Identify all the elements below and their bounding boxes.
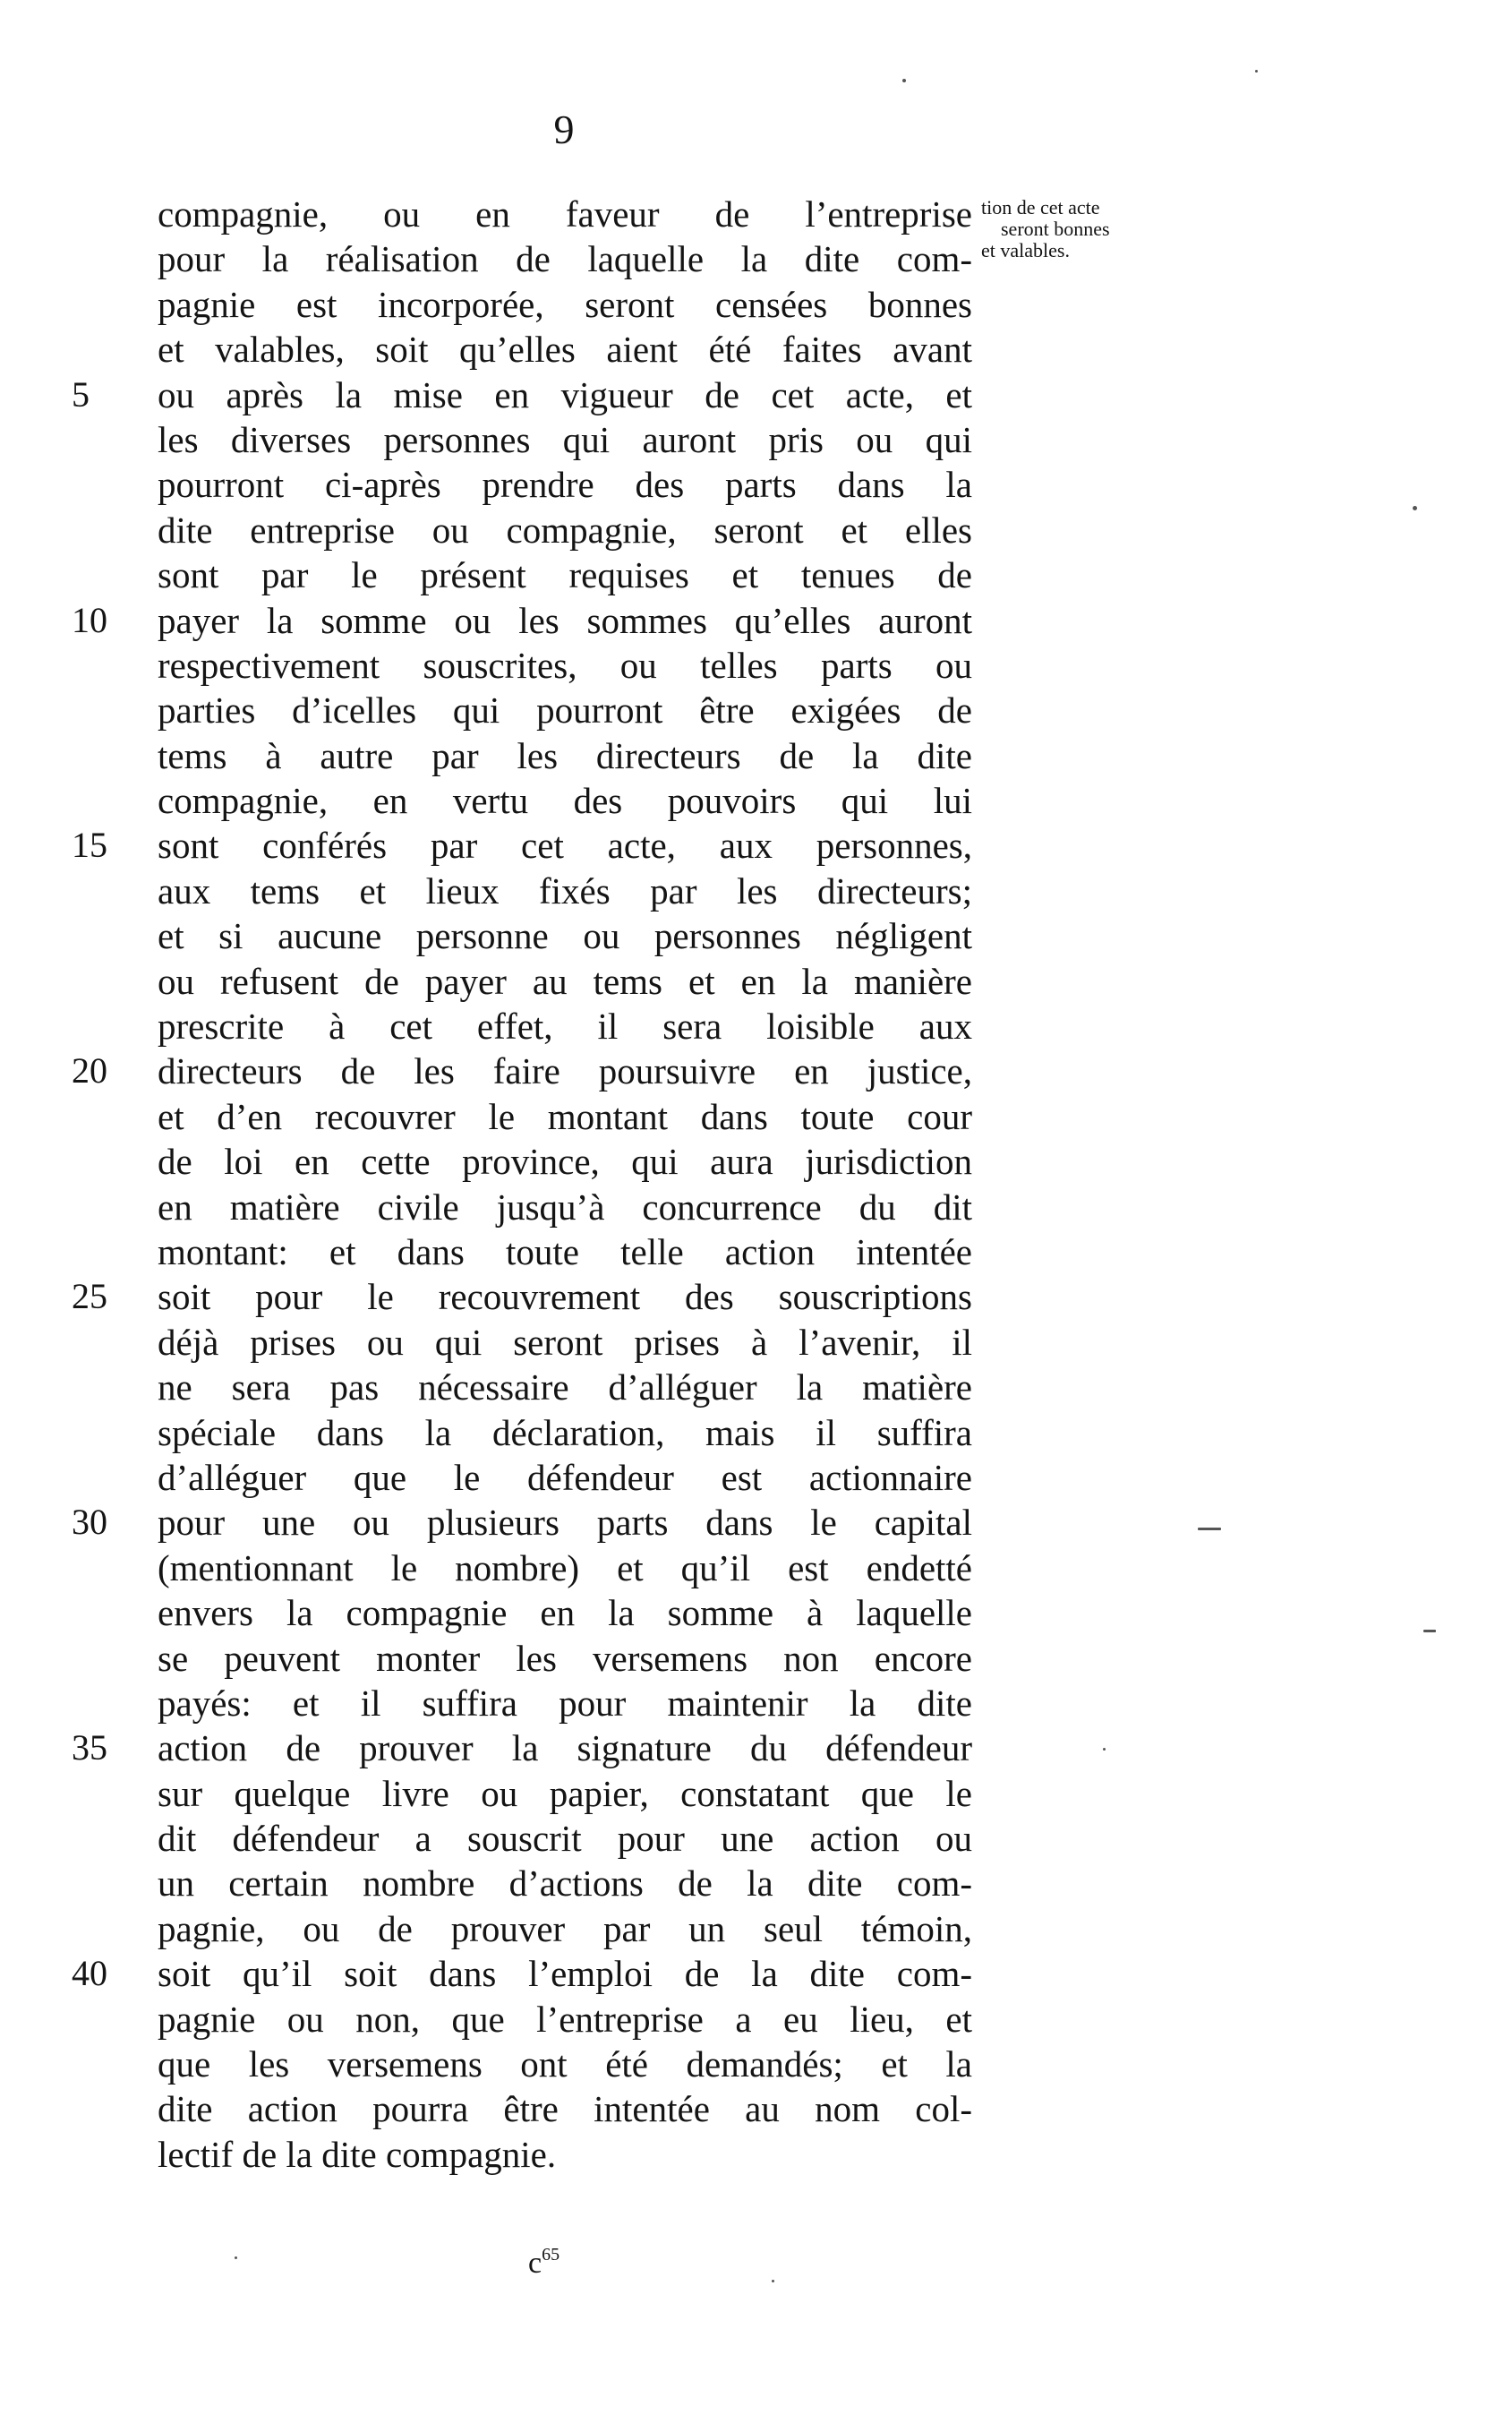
scan-speck: [1103, 1748, 1106, 1751]
text-line: [158, 869, 972, 913]
signature-letter: c: [528, 2247, 542, 2280]
margin-note-line: tion de cet acte: [981, 196, 1100, 218]
text-line: [158, 417, 972, 462]
body-text: [72, 192, 972, 2177]
line-text: action de prouver la signature du défendeur: [158, 1727, 972, 1769]
text-line: [158, 1229, 972, 1274]
line-text: sont par le présent requises et tenues de: [158, 554, 972, 596]
line-text: et d’en recouvrer le montant dans toute cour: [158, 1095, 972, 1137]
text-line: [158, 1410, 972, 1455]
text-line: [158, 1094, 972, 1139]
line-text: pour la réalisation de laquelle la dite com-: [158, 238, 972, 280]
line-number: 30: [72, 1502, 107, 1543]
text-line: [158, 462, 972, 507]
text-line: [158, 1455, 972, 1500]
line-text: compagnie, en vertu des pouvoirs qui lui: [158, 780, 972, 822]
text-line: [158, 552, 972, 597]
line-number: 20: [72, 1050, 107, 1092]
line-text: directeurs de les faire poursuivre en justice,: [158, 1050, 972, 1092]
text-line: [158, 508, 972, 552]
margin-note: [981, 197, 1196, 262]
text-line: [158, 2086, 972, 2131]
text-line: [158, 1816, 972, 1861]
line-text: et si aucune personne ou personnes négligent: [158, 915, 972, 957]
text-line: [158, 1365, 972, 1409]
text-line: [158, 1997, 972, 2042]
text-line: [158, 2042, 972, 2086]
line-text: payer la somme ou les sommes qu’elles auront: [158, 599, 972, 641]
text-line: [158, 959, 972, 1004]
line-text: pourront ci-après prendre des parts dans la: [158, 464, 972, 506]
line-text: dite action pourra être intentée au nom col-: [158, 2088, 972, 2130]
text-line: [158, 2132, 972, 2177]
line-text: sont conférés par cet acte, aux personnes,: [158, 825, 972, 867]
line-text: ou après la mise en vigueur de cet acte, et: [158, 373, 972, 415]
text-line: [72, 823, 972, 868]
text-line: [72, 1274, 972, 1319]
line-text: ou refusent de payer au tems et en la manière: [158, 960, 972, 1002]
line-text: de loi en cette province, qui aura jurisdiction: [158, 1141, 972, 1183]
text-line: [158, 282, 972, 327]
line-number: 40: [72, 1953, 107, 1994]
scan-speck: [1255, 70, 1258, 73]
scan-speck: [235, 2256, 237, 2259]
scan-speck: [772, 2280, 774, 2282]
line-number: 25: [72, 1276, 107, 1317]
line-text: soit qu’il soit dans l’emploi de la dite com-: [158, 1953, 972, 1995]
page-number: 9: [553, 107, 575, 152]
text-line: [158, 1320, 972, 1365]
signature-number: 65: [542, 2245, 560, 2265]
text-line: [158, 1906, 972, 1951]
text-line: [158, 1139, 972, 1184]
line-text: compagnie, ou en faveur de l’entreprise: [158, 193, 972, 235]
line-text: spéciale dans la déclaration, mais il suffira: [158, 1411, 972, 1453]
line-text: en matière civile jusqu’à concurrence du dit: [158, 1186, 972, 1228]
text-line: [158, 1545, 972, 1590]
text-line: [158, 643, 972, 688]
scan-speck: [1198, 1528, 1221, 1530]
text-line: [158, 1185, 972, 1229]
text-line: [158, 1681, 972, 1725]
text-line: [158, 733, 972, 778]
text-line: [158, 1861, 972, 1905]
scan-speck: [902, 79, 906, 82]
line-text: lectif de la dite compagnie.: [158, 2133, 557, 2175]
margin-note-line: et valables.: [981, 239, 1070, 262]
line-text: aux tems et lieux fixés par les directeurs;: [158, 869, 972, 912]
text-line: [158, 1636, 972, 1681]
scan-speck: [1413, 506, 1417, 510]
line-text: prescrite à cet effet, il sera loisible aux: [158, 1006, 972, 1048]
text-line: [72, 598, 972, 643]
text-line: [158, 778, 972, 823]
line-text: envers la compagnie en la somme à laquelle: [158, 1592, 972, 1634]
line-text: déjà prises ou qui seront prises à l’avenir, il: [158, 1321, 972, 1363]
line-text: pour une ou plusieurs parts dans le capital: [158, 1502, 972, 1544]
line-text: un certain nombre d’actions de la dite com-: [158, 1862, 972, 1905]
text-line: [72, 1725, 972, 1770]
line-text: dit défendeur a souscrit pour une action ou: [158, 1818, 972, 1860]
printer-signature-mark: [528, 2246, 560, 2279]
line-text: pagnie ou non, que l’entreprise a eu lieu, et: [158, 1998, 972, 2040]
line-text: payés: et il suffira pour maintenir la dite: [158, 1682, 972, 1724]
line-number: 10: [72, 599, 107, 640]
line-text: soit pour le recouvrement des souscriptions: [158, 1276, 972, 1318]
text-line: [158, 327, 972, 372]
text-line: [158, 688, 972, 732]
line-text: se peuvent monter les versemens non encore: [158, 1637, 972, 1679]
text-line: [72, 1500, 972, 1545]
line-text: montant: et dans toute telle action intentée: [158, 1230, 972, 1272]
text-line: [158, 1590, 972, 1635]
text-line: [158, 236, 972, 281]
line-text: sur quelque livre ou papier, constatant que le: [158, 1772, 972, 1814]
line-text: pagnie, ou de prouver par un seul témoin,: [158, 1907, 972, 1949]
text-line: [158, 913, 972, 958]
line-text: pagnie est incorporée, seront censées bonnes: [158, 283, 972, 325]
line-text: et valables, soit qu’elles aient été faites avant: [158, 329, 972, 371]
line-text: ne sera pas nécessaire d’alléguer la matière: [158, 1366, 972, 1408]
line-text: respectivement souscrites, ou telles parts ou: [158, 644, 972, 686]
text-line: [72, 372, 972, 417]
line-text: les diverses personnes qui auront pris ou qui: [158, 418, 972, 460]
text-line: [158, 192, 972, 236]
scan-speck: [1423, 1630, 1436, 1632]
margin-note-line: seront bonnes: [1001, 218, 1110, 241]
line-text: tems à autre par les directeurs de la dite: [158, 734, 972, 776]
line-number: 35: [72, 1727, 107, 1768]
line-text: d’alléguer que le défendeur est actionnaire: [158, 1456, 972, 1498]
line-text: dite entreprise ou compagnie, seront et elles: [158, 509, 972, 551]
line-text: parties d’icelles qui pourront être exigées de: [158, 689, 972, 732]
text-line: [158, 1771, 972, 1816]
line-number: 15: [72, 825, 107, 866]
line-text: (mentionnant le nombre) et qu’il est endetté: [158, 1546, 972, 1588]
text-line: [158, 1004, 972, 1049]
text-line: [72, 1951, 972, 1996]
text-line: [72, 1049, 972, 1093]
line-text: que les versemens ont été demandés; et la: [158, 2043, 972, 2085]
line-number: 5: [72, 373, 90, 415]
